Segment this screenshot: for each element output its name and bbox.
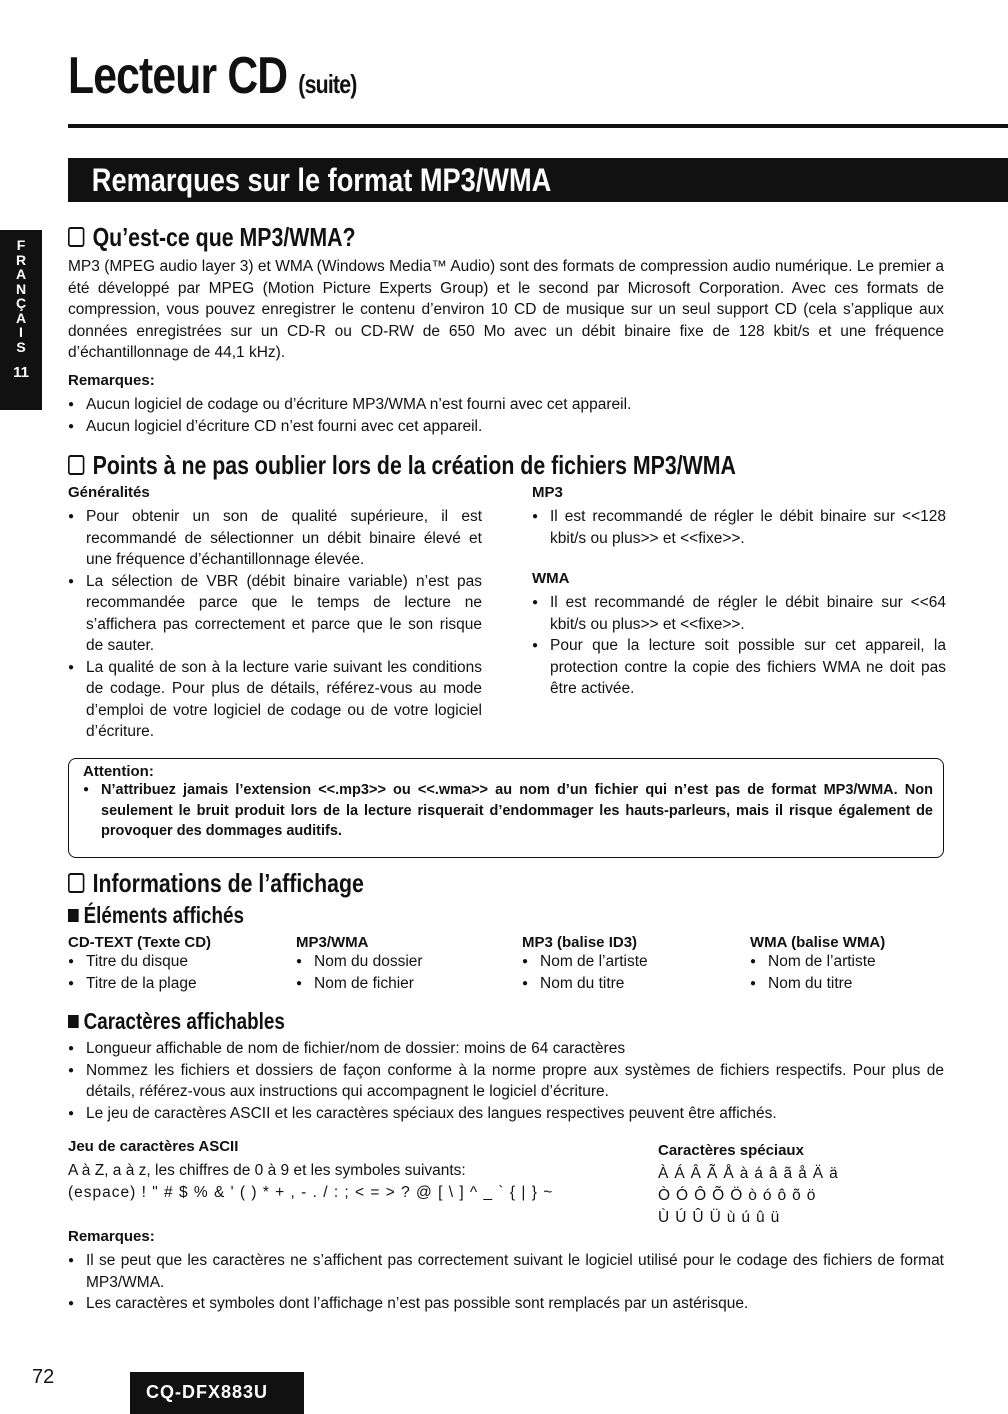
language-tab	[0, 230, 42, 410]
list-item: ● Nom de l’artiste	[750, 951, 970, 973]
special-label: Caractères spéciaux	[658, 1142, 804, 1159]
section3-notes-label: Remarques:	[68, 1228, 155, 1245]
general-label: Généralités	[68, 484, 150, 501]
list-item: ● Titre du disque	[68, 951, 288, 973]
checkbox-icon	[68, 873, 84, 893]
list-item: ● Aucun logiciel de codage ou d’écriture MP3/WMA n’est fourni avec cet appareil.	[68, 394, 944, 416]
tab-letter: N	[15, 280, 27, 297]
list-item: ● Nom du titre	[522, 973, 742, 995]
list-item: ● Nom du dossier	[296, 951, 516, 973]
attention-box	[68, 758, 944, 858]
wma-label: WMA	[532, 570, 570, 587]
list-item: ● Nommez les fichiers et dossiers de façon conforme à la norme propre aux systèmes de fichiers respectifs. Pour plus de détails, référez-vous aux instructions qui accompagnent le logiciel d’écriture.	[68, 1060, 944, 1103]
tab-letter: R	[15, 251, 27, 268]
section1-notes-label: Remarques:	[68, 372, 155, 389]
display-column: CD-TEXT (Texte CD) ● Titre du disque ● Titre de la plage	[68, 934, 288, 994]
sub-heading-characters: Caractères affichables	[68, 1008, 285, 1035]
list-item: ● Pour obtenir un son de qualité supérieure, il est recommandé de sélectionner un débit binaire élevé et une fréquence d’échantillonnage élevée.	[68, 506, 482, 571]
title-rule	[68, 124, 1008, 128]
tab-letter: A	[15, 266, 27, 282]
tab-letter: A	[15, 309, 27, 326]
list-item: ● Il est recommandé de régler le débit binaire sur <<64 kbit/s ou plus>> et <<fixe>>.	[532, 592, 946, 635]
display-column: MP3 (balise ID3) ● Nom de l’artiste ● Nom du titre	[522, 934, 742, 994]
attention-label: Attention:	[83, 763, 154, 780]
list-item: ● Il se peut que les caractères ne s’affichent pas correctement suivant le logiciel utilisé pour le codage des fichiers de format MP3/WMA.	[68, 1250, 944, 1293]
page-title: Lecteur CD (suite)	[68, 47, 357, 105]
list-item: ● Pour que la lecture soit possible sur cet appareil, la protection contre la copie des fichiers WMA ne doit pas être activée.	[532, 635, 946, 700]
special-chars-line: ÒÓÔÕÖòóôõö	[658, 1187, 822, 1204]
sub-heading-elements: Éléments affichés	[68, 902, 244, 929]
list-item: ● La sélection de VBR (débit binaire variable) n’est pas recommandée parce que le temps de lecture ne s’affichera pas correctement et parce que le son risque de sauter.	[68, 571, 482, 657]
ascii-label: Jeu de caractères ASCII	[68, 1138, 239, 1155]
special-chars-line: ÀÁÂÃÅàáâãåÄä	[658, 1165, 844, 1182]
section2-heading: Points à ne pas oublier lors de la création de fichiers MP3/WMA	[68, 450, 736, 481]
ascii-line-2: (espace) ! " # $ % & ' ( ) * + , - . / : ; < = > ? @ [ \ ] ^ _ ` { | } ~	[68, 1184, 554, 1201]
square-bullet-icon	[68, 909, 79, 922]
characters-list	[68, 1038, 944, 1124]
display-column: MP3/WMA ● Nom du dossier ● Nom de fichier	[296, 934, 516, 994]
checkbox-icon	[68, 455, 84, 475]
mp3-list	[532, 506, 946, 549]
tab-letter: F	[16, 237, 26, 253]
section-banner: Remarques sur le format MP3/WMA	[68, 158, 1008, 202]
special-chars-line: ÙÚÛÜùúûü	[658, 1209, 786, 1226]
page-number: 72	[32, 1366, 55, 1388]
section3-notes	[68, 1250, 944, 1315]
section1-body: MP3 (MPEG audio layer 3) et WMA (Windows Media™ Audio) sont des formats de compression audio numérique. Le premier a été développé par MPEG (Motion Picture Experts Group) et le second par Microsoft Corporation. Avec ces formats de compression, vous pouvez enregistrer le contenu d’environ 10 CD de musique sur un seul support CD (cela s’applique aux données enregistrées sur un CD-R ou CD-RW de 650 Mo avec un débit binaire fixe de 128 kbit/s et une fréquence d’échantillonnage de 44,1 kHz).	[68, 258, 944, 361]
section3-heading: Informations de l’affichage	[68, 868, 364, 899]
list-item: ● Nom de fichier	[296, 973, 516, 995]
wma-list	[532, 592, 946, 700]
list-item: ● Les caractères et symboles dont l’affichage n’est pas possible sont remplacés par un astérisque.	[68, 1293, 944, 1315]
display-column: WMA (balise WMA) ● Nom de l’artiste ● Nom du titre	[750, 934, 970, 994]
list-item: ● Longueur affichable de nom de fichier/nom de dossier: moins de 64 caractères	[68, 1038, 944, 1060]
attention-list	[83, 780, 933, 842]
list-item: ● Il est recommandé de régler le débit binaire sur <<128 kbit/s ou plus>> et <<fixe>>.	[532, 506, 946, 549]
attention-text: ● N’attribuez jamais l’extension <<.mp3>> ou <<.wma>> au nom d’un fichier qui n’est pas de format MP3/WMA. Non seulement le bruit produit lors de la lecture risquerait d’endommager les hauts-parleurs, mais il risque également de provoquer des dommages auditifs.	[83, 780, 933, 842]
model-badge: CQ-DFX883U	[130, 1372, 304, 1414]
tab-letter: Ç	[15, 295, 27, 311]
mp3-label: MP3	[532, 484, 563, 501]
list-item: ● Le jeu de caractères ASCII et les caractères spéciaux des langues respectives peuvent être affichés.	[68, 1103, 944, 1125]
list-item: ● Nom de l’artiste	[522, 951, 742, 973]
section1-notes	[68, 394, 944, 437]
square-bullet-icon	[68, 1015, 79, 1028]
list-item: ● Aucun logiciel d’écriture CD n’est fourni avec cet appareil.	[68, 416, 944, 438]
list-item: ● Titre de la plage	[68, 973, 288, 995]
list-item: ● La qualité de son à la lecture varie suivant les conditions de codage. Pour plus de détails, référez-vous au mode d’emploi de votre logiciel de codage ou de votre logiciel d’écriture.	[68, 657, 482, 743]
title-suffix: (suite)	[298, 69, 357, 99]
tab-letter: S	[16, 338, 26, 355]
checkbox-icon	[68, 227, 84, 247]
tab-page-number: 11	[13, 364, 29, 381]
tab-letter: I	[19, 324, 23, 340]
section1-heading: Qu’est-ce que MP3/WMA?	[68, 222, 356, 253]
list-item: ● Nom du titre	[750, 973, 970, 995]
ascii-line-1: A à Z, a à z, les chiffres de 0 à 9 et les symboles suivants:	[68, 1162, 466, 1179]
general-list	[68, 506, 482, 743]
